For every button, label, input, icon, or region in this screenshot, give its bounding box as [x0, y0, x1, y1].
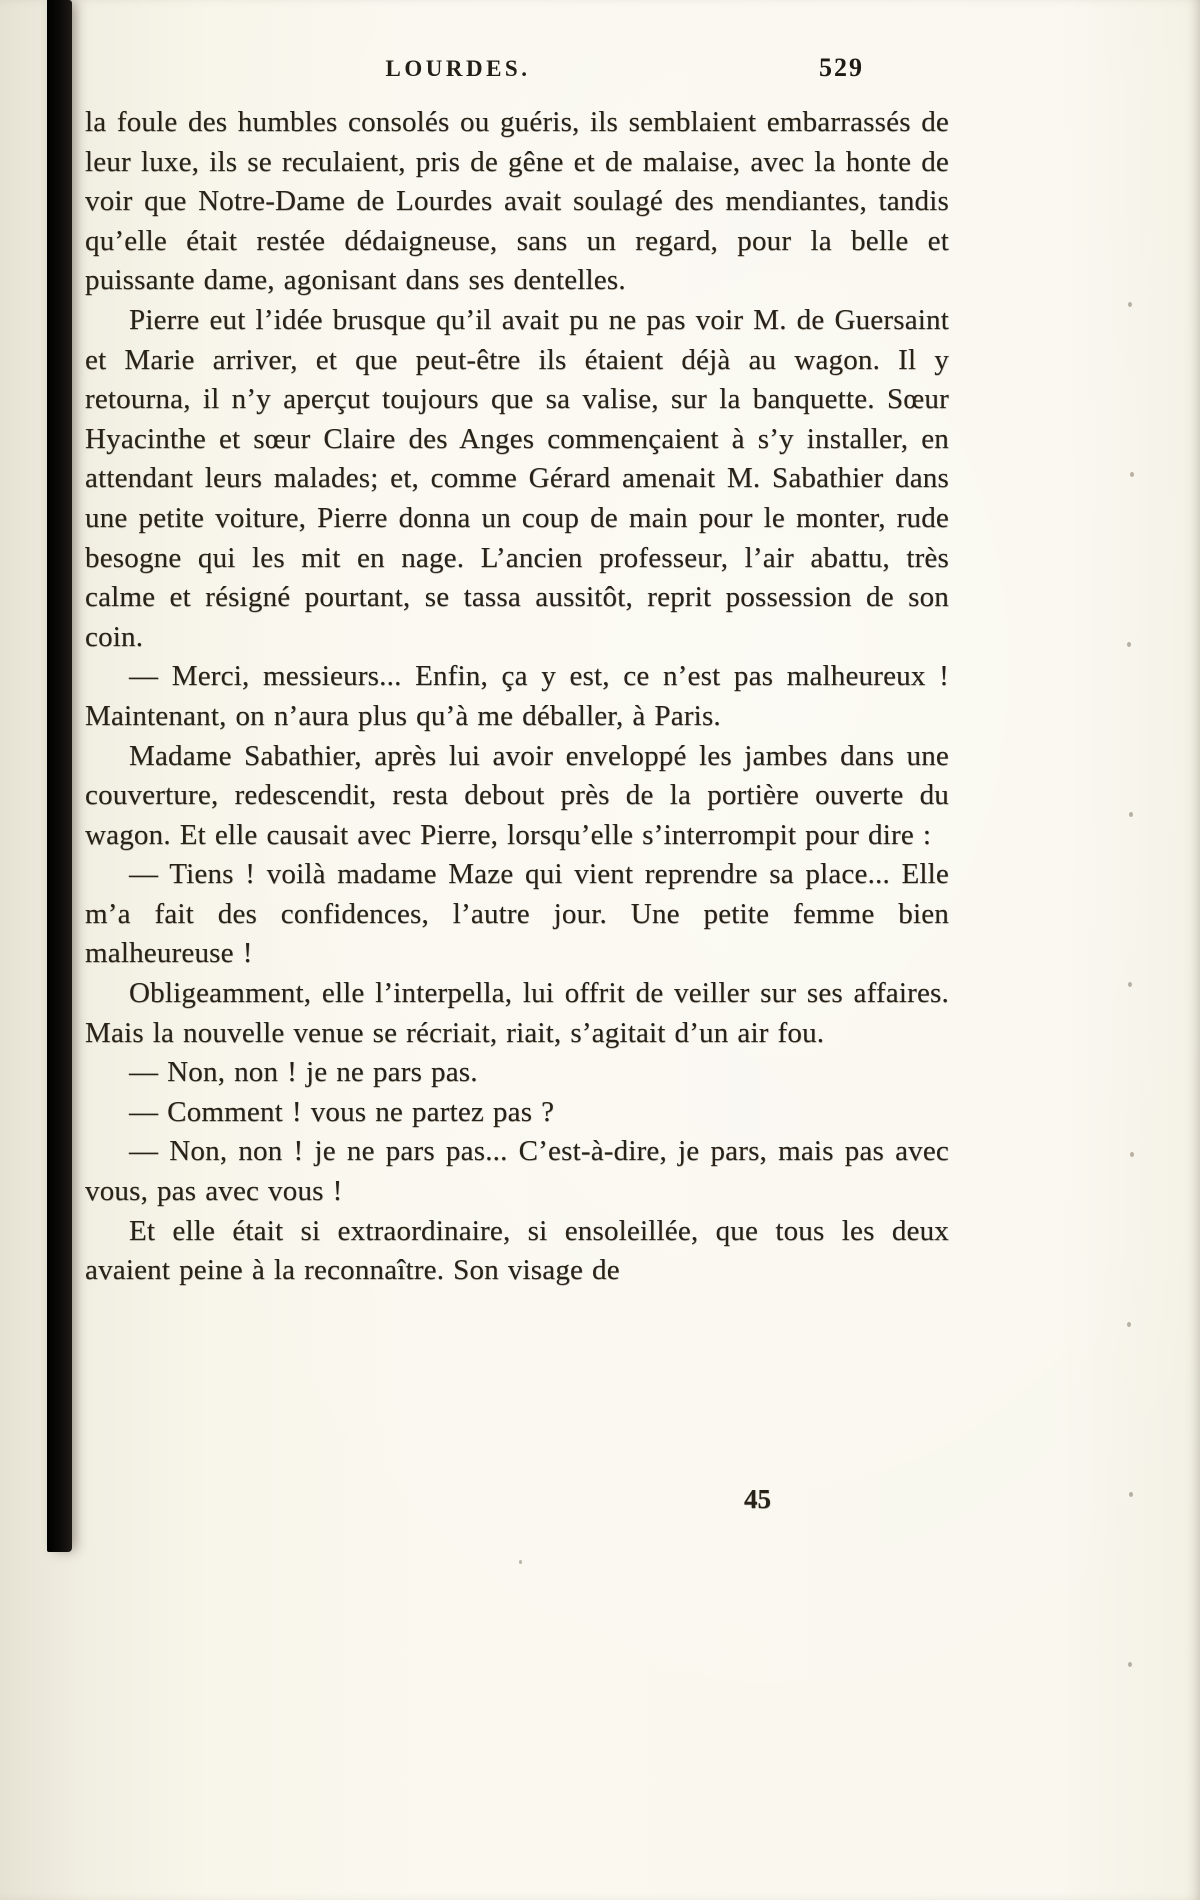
scan-dot: [1128, 302, 1132, 307]
scan-dot: [1130, 1152, 1134, 1157]
signature-number: 45: [744, 1484, 771, 1514]
paragraph: — Comment ! vous ne partez pas ?: [129, 1095, 555, 1128]
page-body: [85, 103, 949, 1291]
paragraph: — Non, non ! je ne pars pas... C’est-à-dire, je pars, mais pas avec vous, pas avec vous !: [85, 1135, 949, 1208]
page-number: 529: [819, 53, 864, 82]
scan-dot: [1128, 982, 1132, 987]
paragraph: Et elle était si extraordinaire, si ensoleillée, que tous les deux avaient peine à la reconnaître. Son visage de: [85, 1214, 949, 1287]
scan-dot: [1129, 812, 1133, 817]
running-title: LOURDES.: [385, 56, 531, 81]
scan-dot: [1130, 472, 1134, 477]
paragraph: Obligeamment, elle l’interpella, lui offrit de veiller sur ses affaires. Mais la nouvelle venue se récriait, riait, s’agitait d’un air fou.: [85, 977, 949, 1049]
paragraph: Pierre eut l’idée brusque qu’il avait pu ne pas voir M. de Guersaint et Marie arriver, et que peut-être ils étaient déjà au wagon. Il y retourna, il n’y aperçut toujours que sa valise, sur la banquette. Sœur Hyacinthe et sœur Claire des Anges commençaient à s’y installer, en attendant leurs malades; et, comme Gérard amenait M. Sabathier dans une petite voiture, Pierre donna un coup de main pour le monter, rude besogne qui les mit en nage. L’ancien professeur, l’air abattu, très calme et résigné pourtant, se tassa aussitôt, reprit possession de son coin.: [85, 303, 949, 653]
scan-dot: [1127, 642, 1131, 647]
paragraph: — Tiens ! voilà madame Maze qui vient reprendre sa place... Elle m’a fait des confidences, l’autre jour. Une petite femme bien malheureuse !: [85, 858, 949, 970]
binding-shadow: [47, 0, 72, 1552]
paragraph: — Merci, messieurs... Enfin, ça y est, ce n’est pas malheureux ! Maintenant, on n’aura plus qu’à me déballer, à Paris.: [85, 660, 949, 732]
paragraph: Madame Sabathier, après lui avoir enveloppé les jambes dans une couverture, redescendit, resta debout près de la portière ouverte du wagon. Et elle causait avec Pierre, lorsqu’elle s’interrompit pour dire :: [85, 739, 949, 851]
scan-dot: [1127, 1322, 1131, 1327]
page-header: [85, 53, 949, 92]
paragraph: la foule des humbles consolés ou guéris, ils semblaient embarrassés de leur luxe, ils se reculaient, pris de gêne et de malaise, avec la honte de voir que Notre-Dame de Lourdes avait soulagé des mendiantes, tandis qu’elle était restée dédaigneuse, sans un regard, pour la belle et puissante dame, agonisant dans ses dentelles.: [85, 106, 949, 297]
scan-dot: [1128, 1662, 1132, 1667]
scan-dot: [519, 1560, 522, 1564]
scan-dot: [1129, 1492, 1133, 1497]
paragraph: — Non, non ! je ne pars pas.: [129, 1056, 478, 1089]
